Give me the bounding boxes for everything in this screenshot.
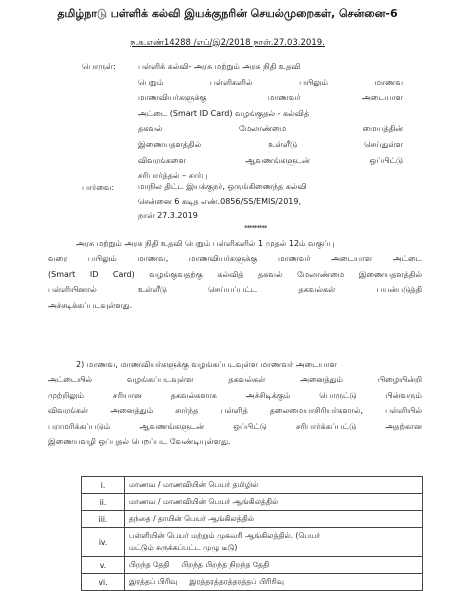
- fields-table: [81, 476, 423, 591]
- table-row: [82, 574, 423, 591]
- reference-text: [138, 180, 403, 224]
- subject-line: மாணவியர்களுக்கு மாணவர் அடையாள: [138, 93, 403, 103]
- subject-line: பள்ளிக் கல்வி- அரசு மற்றும் அரசு நிதி உதவி: [138, 62, 301, 71]
- subject-line: தகவல் மேலாண்மை மையத்தின்: [138, 124, 403, 134]
- subject-line: அட்டை (Smart ID Card) வழங்குதல் - கல்வித்: [138, 108, 310, 118]
- paragraph-line: முற்றிலும் சரியான தகவல்களாக அச்சிடிக்கும் பொருட்டு பின்வரும்: [48, 390, 422, 400]
- subject-line: சரிபார்த்தல் – சார்பு: [138, 171, 208, 181]
- reference-line: நாள் 27.3.2019: [138, 211, 198, 220]
- reference-number: ந.க.எண்14288 /எப்/இ2/2018 நாள்.27.03.2019.: [130, 38, 325, 48]
- reference-label: பார்வை:: [82, 183, 115, 192]
- field-cell: பிறந்த தேதி பிறந்த பிறந்த நிறந்த தேதி: [125, 557, 423, 574]
- table-row: [82, 511, 423, 528]
- row-number: v.: [82, 557, 125, 574]
- paragraph-1: [48, 236, 422, 313]
- separator-stars: *********: [244, 224, 267, 232]
- row-number: i.: [82, 477, 125, 494]
- paragraph-line: பள்ளியினால் உள்ளீடு செய்யப்பட்ட தகவல்கள் பயன்படுத்தி: [48, 285, 422, 295]
- reference-line: மாநில திட்ட இயக்குநர், ஒருங்கிணைந்த கல்வி: [138, 182, 307, 191]
- paragraph-line: விவரங்கள் அனைத்தும் சார்ந்த பள்ளித் தலைமையாசிரியர்களால், பள்ளியில்: [48, 406, 422, 416]
- paragraph-line: பராமரிக்கப்படும் ஆவணங்களுடன் ஒப்பிட்டு சரிபார்க்கப்பட்டு அதற்கான: [48, 421, 422, 431]
- table-row: [82, 528, 423, 557]
- subject-text: [138, 59, 403, 184]
- document-title: தமிழ்நாடு பள்ளிக் கல்வி இயக்குநரின் செயல்முறைகள், சென்னை-6: [57, 7, 398, 20]
- table-row: [82, 494, 423, 511]
- subject-line: பெறும் பள்ளிகளில் பயிலும் மாணவ: [138, 77, 403, 87]
- paragraph-line: அச்சடிக்கப்படவுள்ளது.: [48, 300, 133, 310]
- subject-line: விவரங்களை ஆவணங்களுடன் ஒப்பிட்டு: [138, 155, 403, 165]
- row-number: iv.: [82, 528, 125, 557]
- table-row: [82, 477, 423, 494]
- field-cell: மாணவ / மாணவியின் பெயர் ஆங்கிலத்தில்: [125, 494, 423, 511]
- table-row: [82, 557, 423, 574]
- field-cell: இரத்தப் பிரிவு இரத்தரத்தரத்தரத்தப் பிரிரிவு: [125, 574, 423, 591]
- row-number: ii.: [82, 494, 125, 511]
- row-number: iii.: [82, 511, 125, 528]
- paragraph-line: அட்டையில் வழங்கப்படவுள்ள தகவல்கள் அனைத்தும் பிழையின்றி: [48, 375, 422, 385]
- paragraph-line: 2) மாணவ, மாணவியர்களுக்கு வழங்கப்படவுள்ள மாணவர் அடையாள: [76, 360, 337, 369]
- field-cell: தந்தை / தாயின் பெயர் ஆங்கிலத்தில்: [125, 511, 423, 528]
- paragraph-line: வரை பயிலும் மாணவ, மாணவியர்களுக்கு மாணவர் அடையாள அட்டை: [48, 254, 422, 264]
- field-cell: பள்ளியின் பெயர் மற்றும் முகவரி ஆங்கிலத்தில். (பெயர் மட்டும் சுருக்கப்பட்ட முழு டீடு): [125, 528, 423, 557]
- field-cell: மாணவ / மாணவியின் பெயர் தமிழில்: [125, 477, 423, 494]
- paragraph-line: அரசு மற்றும் அரசு நிதி உதவி பெறும் பள்ளிகளில் 1 முதல் 12ம் வகுப்பு: [76, 239, 335, 248]
- subject-line: இணையதளத்தில் உள்ளீடு செய்துள்ள: [138, 139, 403, 149]
- row-number: vi.: [82, 574, 125, 591]
- paragraph-2: [48, 357, 422, 449]
- paragraph-line: இணையவழி ஒப்புதல் பெறப்பட வேண்டியுள்ளது.: [48, 437, 231, 447]
- reference-line: சென்னை 6 கடித எண்.0856/SS/EMIS/2019,: [138, 196, 302, 206]
- paragraph-line: (Smart ID Card) வழங்குவதற்கு கல்வித் தகவல் மேலாண்மை இணையதளத்தில்: [48, 269, 422, 279]
- subject-label: பொருள்:: [82, 62, 116, 71]
